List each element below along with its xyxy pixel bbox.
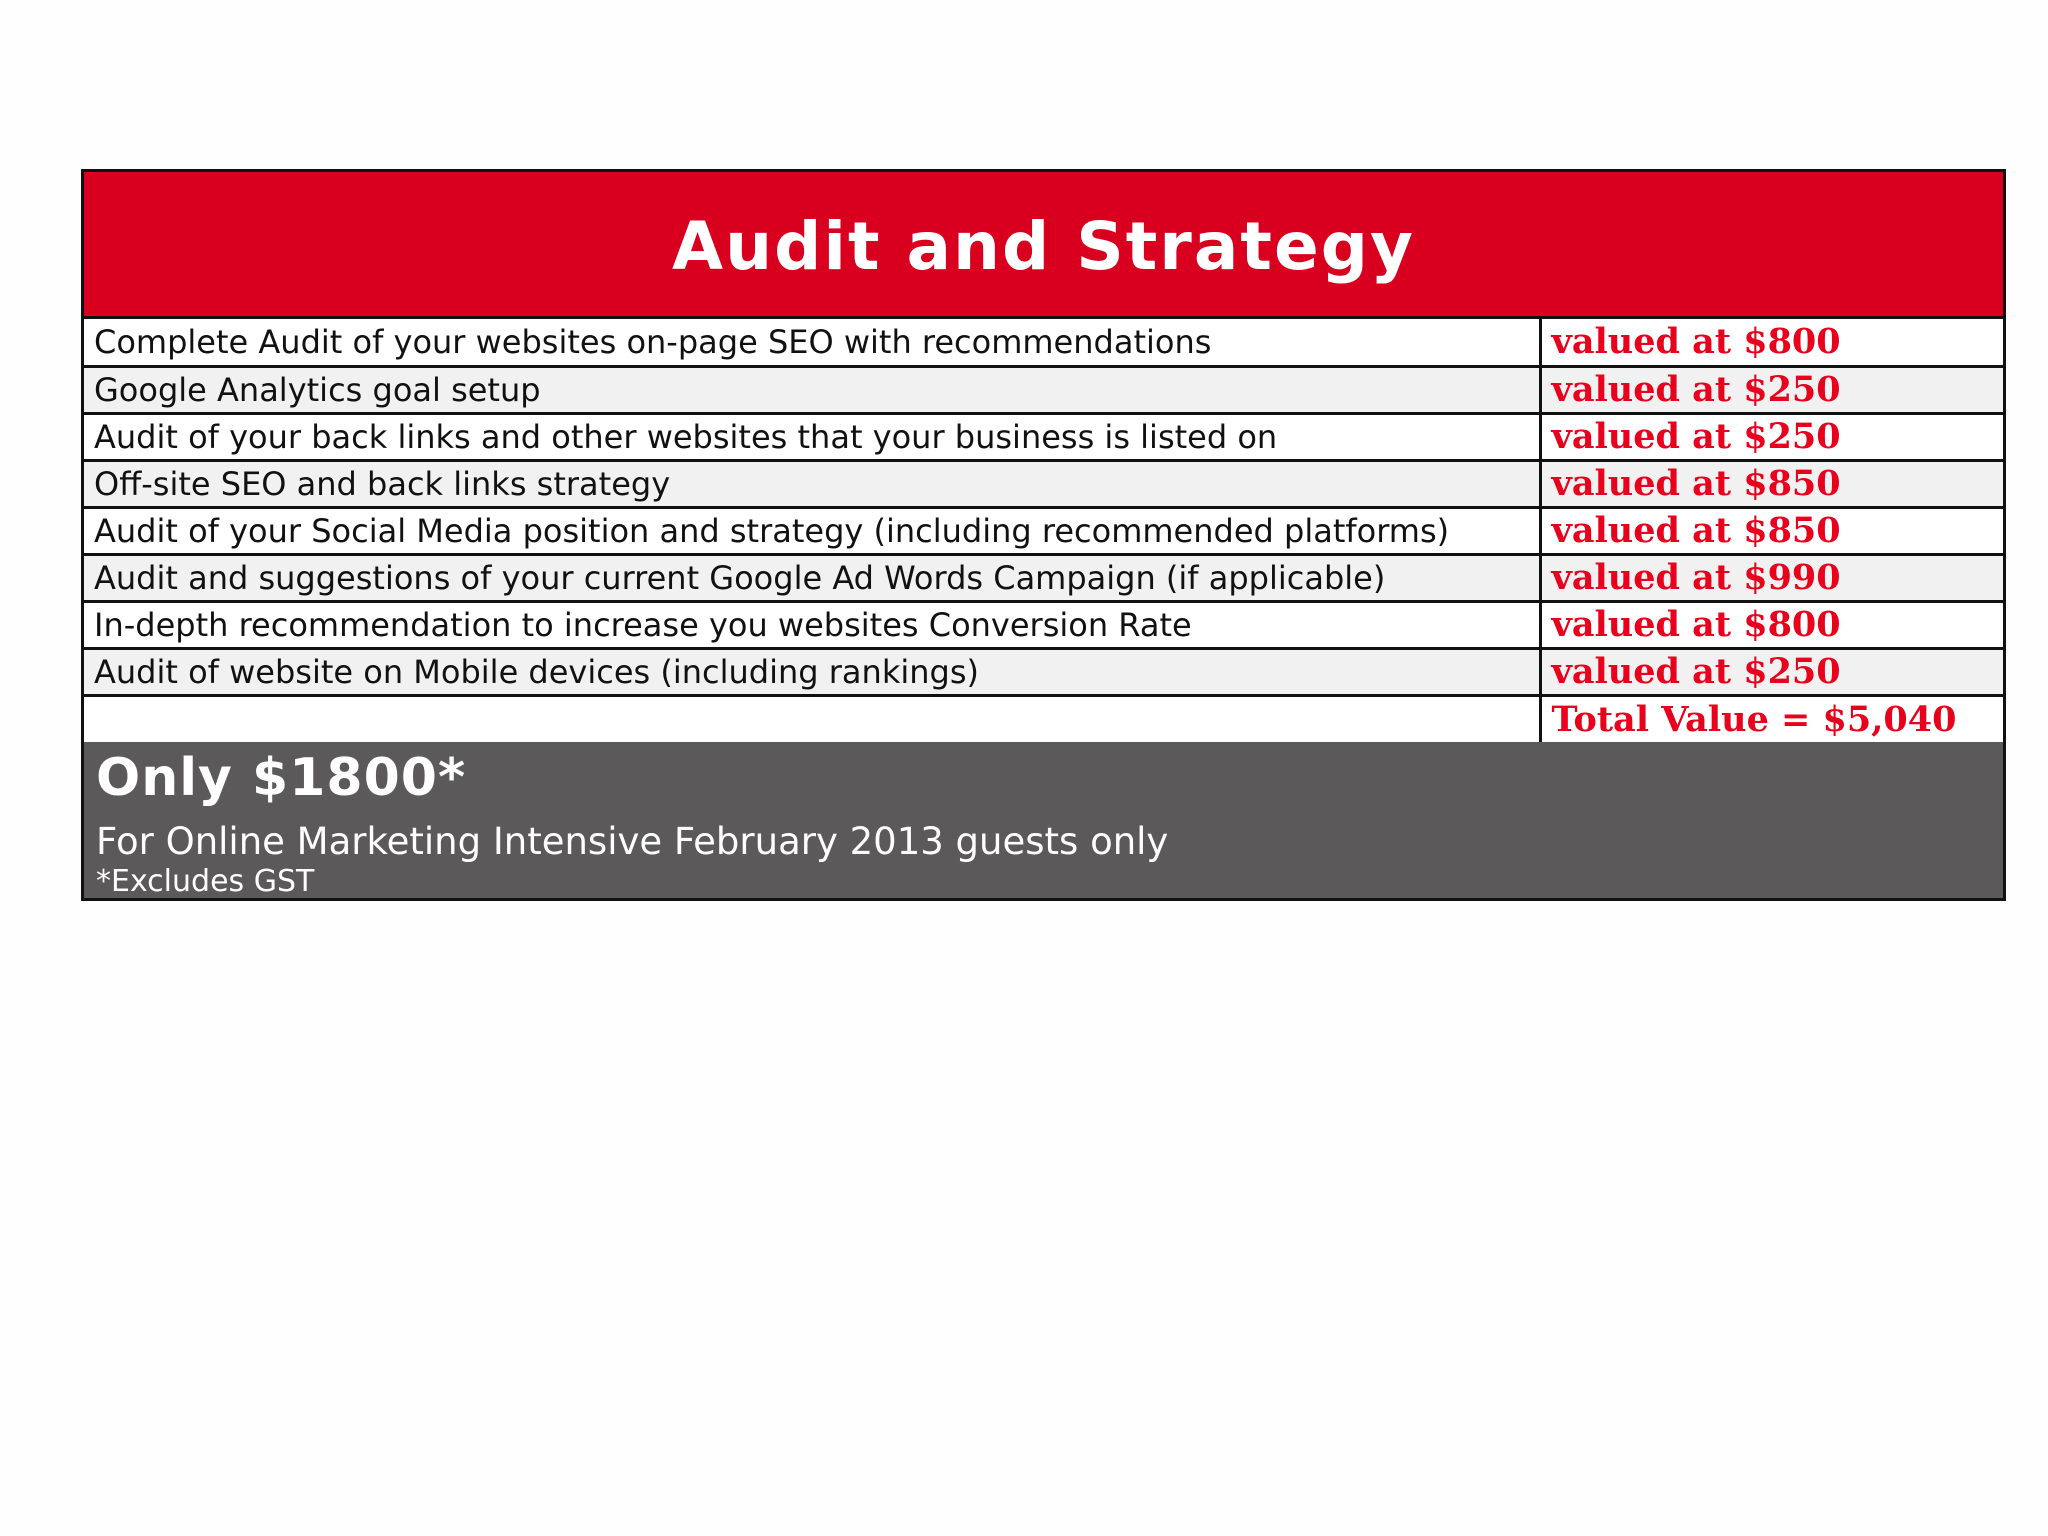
service-description: Complete Audit of your websites on-page SEO with recommendations xyxy=(84,319,1540,366)
service-value: valued at $800 xyxy=(1540,601,2003,648)
total-empty-cell xyxy=(84,695,1540,742)
service-value: valued at $250 xyxy=(1540,413,2003,460)
service-value: valued at $850 xyxy=(1540,460,2003,507)
total-row xyxy=(84,695,2003,742)
table-row xyxy=(84,460,2003,507)
services-table xyxy=(84,319,2003,742)
service-description: Google Analytics goal setup xyxy=(84,366,1540,413)
table-row xyxy=(84,413,2003,460)
table-row xyxy=(84,319,2003,366)
service-description: Audit of your back links and other websites that your business is listed on xyxy=(84,413,1540,460)
service-description: Audit and suggestions of your current Google Ad Words Campaign (if applicable) xyxy=(84,554,1540,601)
service-value: valued at $250 xyxy=(1540,366,2003,413)
offer-terms: For Online Marketing Intensive February 2013 guests only xyxy=(96,820,1169,863)
table-row xyxy=(84,554,2003,601)
service-description: Audit of website on Mobile devices (including rankings) xyxy=(84,648,1540,695)
title-bar xyxy=(84,172,2003,319)
service-value: valued at $850 xyxy=(1540,507,2003,554)
page-title: Audit and Strategy xyxy=(672,207,1415,285)
service-value: valued at $800 xyxy=(1540,319,2003,366)
table-row xyxy=(84,366,2003,413)
tax-note: *Excludes GST xyxy=(96,864,315,899)
table-row xyxy=(84,601,2003,648)
offer-price: Only $1800* xyxy=(96,748,467,808)
service-value: valued at $250 xyxy=(1540,648,2003,695)
table-row xyxy=(84,507,2003,554)
service-description: Off-site SEO and back links strategy xyxy=(84,460,1540,507)
service-description: Audit of your Social Media position and strategy (including recommended platforms) xyxy=(84,507,1540,554)
offer-card xyxy=(81,169,2006,901)
total-value: Total Value = $5,040 xyxy=(1540,695,2003,742)
service-description: In-depth recommendation to increase you websites Conversion Rate xyxy=(84,601,1540,648)
table-row xyxy=(84,648,2003,695)
service-value: valued at $990 xyxy=(1540,554,2003,601)
offer-footer xyxy=(84,742,2003,898)
